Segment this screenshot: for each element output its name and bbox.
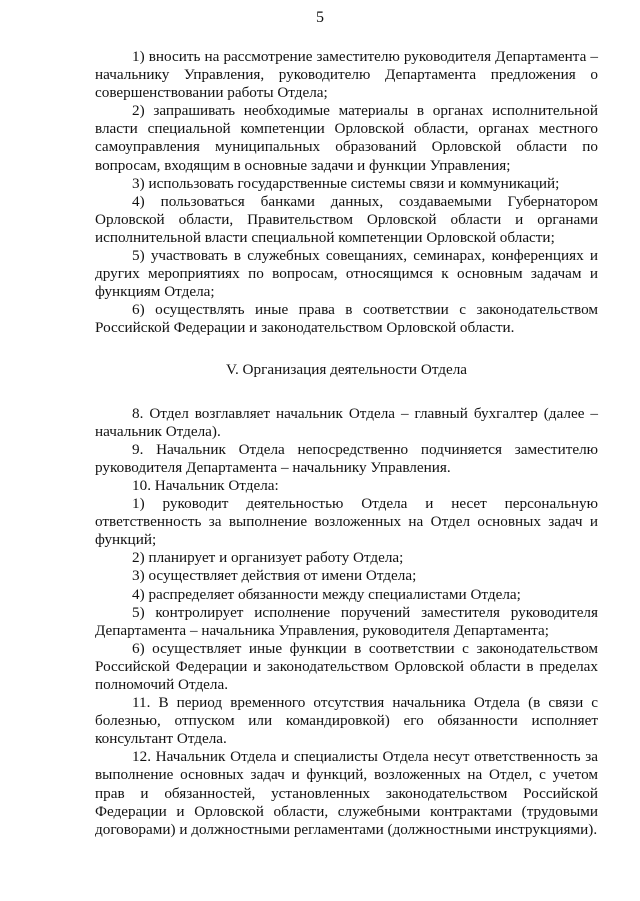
page-number: 5 — [316, 9, 324, 26]
rights-item-1: 1) вносить на рассмотрение заместителю руководителя Департамента – начальнику Управления, руководителю Департамента предложения о совершенствовании работы Отдела; — [95, 48, 598, 102]
clause-10-item-3: 3) осуществляет действия от имени Отдела; — [132, 567, 417, 585]
document-body — [95, 48, 598, 839]
clause-8: 8. Отдел возглавляет начальник Отдела – главный бухгалтер (далее – начальник Отдела). — [95, 404, 598, 440]
rights-item-4: 4) пользоваться банками данных, создаваемыми Губернатором Орловской области, Правительством Орловской области и органами исполнительной власти специальной компетенции Орловской области; — [95, 192, 598, 246]
clause-10-item-4: 4) распределяет обязанности между специалистами Отдела; — [132, 585, 521, 603]
section-heading: V. Организация деятельности Отдела — [225, 360, 468, 378]
rights-item-5: 5) участвовать в служебных совещаниях, семинарах, конференциях и других мероприятиях по вопросам, относящимся к основным задачам и функциям Отдела; — [95, 247, 598, 301]
clause-10-item-1: 1) руководит деятельностью Отдела и несет персональную ответственность за выполнение возложенных на Отдел основных задач и функций; — [95, 495, 598, 549]
rights-item-2: 2) запрашивать необходимые материалы в органах исполнительной власти специальной компетенции Орловской области, органах местного самоуправления муниципальных образований Орловской области по вопросам, входящим в основные задачи и функции Управления; — [95, 102, 598, 174]
clause-10-item-5: 5) контролирует исполнение поручений заместителя руководителя Департамента – начальника Управления, руководителя Департамента; — [95, 603, 598, 639]
clause-10-item-2: 2) планирует и организует работу Отдела; — [132, 549, 404, 567]
clause-12: 12. Начальник Отдела и специалисты Отдела несут ответственность за выполнение основных задач и функций, возложенных на Отдел, с учетом прав и обязанностей, установленных законодательством Российской Федерации и Орловской области, служебными контрактами (трудовыми договорами) и должностными регламентами (должностными инструкциями). — [95, 748, 598, 838]
clause-9: 9. Начальник Отдела непосредственно подчиняется заместителю руководителя Департамента – начальнику Управления. — [95, 440, 598, 476]
clause-11: 11. В период временного отсутствия начальника Отдела (в связи с болезнью, отпуском или командировкой) его обязанности исполняет консультант Отдела. — [95, 694, 598, 748]
rights-item-6: 6) осуществлять иные права в соответствии с законодательством Российской Федерации и законодательством Орловской области. — [95, 301, 598, 337]
rights-item-3: 3) использовать государственные системы связи и коммуникаций; — [132, 174, 560, 192]
clause-10-item-6: 6) осуществляет иные функции в соответствии с законодательством Российской Федерации и законодательством Орловской области в пределах полномочий Отдела. — [95, 639, 598, 693]
clause-10: 10. Начальник Отдела: — [132, 476, 279, 494]
